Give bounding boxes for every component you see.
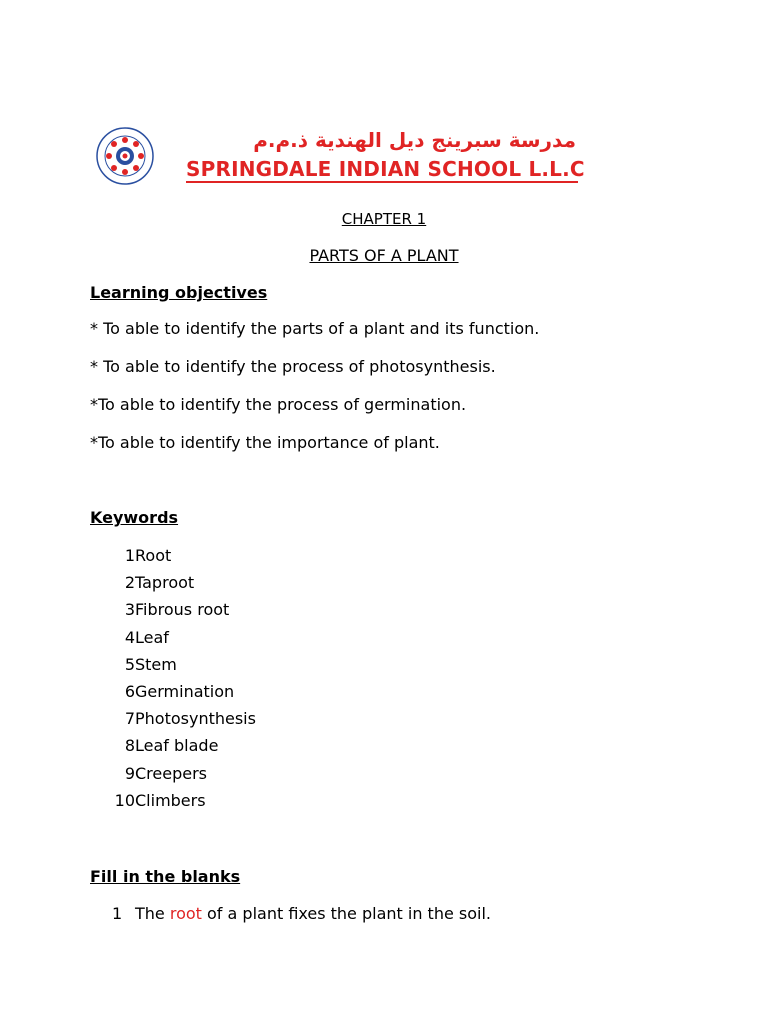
keyword-text: Fibrous root	[135, 600, 230, 620]
school-seal-icon	[94, 126, 184, 186]
logo-divider	[186, 181, 578, 183]
list-item	[112, 763, 207, 790]
objectives-heading: Learning objectives	[90, 283, 268, 302]
sentence-before: The	[135, 904, 170, 923]
objective-item: * To able to identify the parts of a plant and its function.	[90, 319, 540, 338]
list-item	[112, 735, 219, 762]
keywords-list	[112, 545, 256, 817]
list-number: 1	[112, 904, 123, 923]
fill-blank-item	[112, 903, 491, 925]
list-item	[112, 681, 235, 708]
list-item	[112, 572, 195, 599]
keyword-text: Leaf blade	[135, 736, 219, 756]
list-number: 9	[124, 763, 135, 783]
keywords-heading: Keywords	[90, 508, 179, 527]
fill-blanks-heading: Fill in the blanks	[90, 867, 241, 886]
list-item	[112, 790, 206, 817]
keyword-text: Germination	[135, 681, 235, 701]
list-number: 8	[124, 736, 135, 756]
keyword-text: Creepers	[135, 763, 207, 783]
list-item	[112, 545, 172, 572]
list-number: 3	[124, 600, 135, 620]
sentence-after: of a plant fixes the plant in the soil.	[201, 904, 491, 923]
keyword-text: Root	[135, 546, 172, 565]
keyword-text: Photosynthesis	[135, 709, 256, 729]
chapter-heading: CHAPTER 1	[341, 210, 427, 228]
list-number: 4	[124, 627, 135, 647]
list-number: 2	[124, 573, 135, 593]
answer-text: root	[169, 904, 202, 923]
objective-item: * To able to identify the process of photosynthesis.	[90, 357, 496, 376]
list-number: 1	[124, 546, 135, 565]
keyword-text: Stem	[135, 654, 177, 674]
list-number: 5	[124, 654, 135, 674]
keyword-text: Climbers	[135, 790, 206, 810]
objective-item: *To able to identify the process of germination.	[90, 395, 467, 414]
list-item	[112, 599, 230, 626]
page-title: PARTS OF A PLANT	[309, 246, 459, 265]
objective-item: *To able to identify the importance of plant.	[90, 433, 440, 452]
list-number: 10	[114, 790, 135, 810]
school-name: SPRINGDALE INDIAN SCHOOL L.L.C	[186, 157, 585, 181]
school-name-arabic: مدرسة سبرينج ديل الهندية ذ.م.م	[253, 128, 576, 152]
list-item	[112, 708, 256, 735]
list-item	[112, 627, 169, 654]
list-number: 7	[124, 709, 135, 729]
list-item	[112, 654, 177, 681]
keyword-text: Taproot	[135, 573, 195, 593]
list-number: 6	[124, 681, 135, 701]
fill-blank-sentence	[135, 904, 491, 923]
keyword-text: Leaf	[135, 627, 169, 647]
